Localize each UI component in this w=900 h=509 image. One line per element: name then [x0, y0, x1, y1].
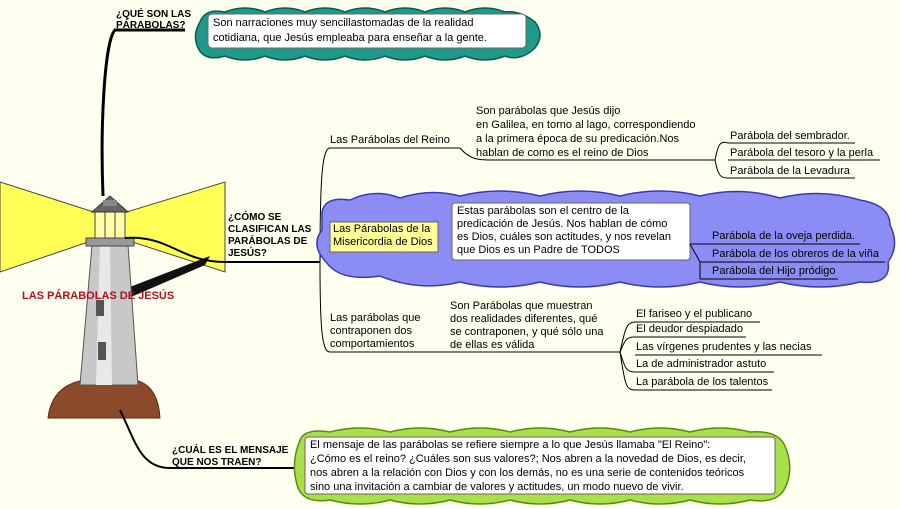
misericordia-item-2: Parábola de los obreros de la viña: [712, 248, 879, 260]
reino-item-1: Parábola del sembrador.: [730, 130, 850, 142]
misericordia-label-line1: Las Párabolas de la: [333, 223, 431, 235]
branch1-answer-line1: Son narraciones muy sencillastomadas de la realidad: [213, 17, 474, 29]
misericordia-label-line2: Misericordia de Dios: [333, 236, 433, 248]
contraponen-item-3: Las vírgenes prudentes y las necias: [636, 341, 812, 353]
contraponen-desc-line4: de ellas es válida: [450, 339, 535, 351]
contraponen-item-1: El fariseo y el publicano: [636, 308, 753, 320]
contraponen-desc-line3: se contraponen, y qué sólo una: [450, 326, 604, 338]
reino-desc-line4: hablan de como es el reino de Dios: [476, 147, 649, 159]
reino-item-2: Parábola del tesoro y la perla: [730, 147, 874, 159]
light-beam-left: [0, 182, 100, 272]
contraponen-item-2: El deudor despiadado: [636, 323, 744, 335]
misericordia-item-1: Parábola de la oveja perdida.: [712, 230, 856, 242]
branch3-answer-line4: sino una invitación a cambiar de valores y actitudes, un modo nuevo de vivir.: [310, 481, 684, 493]
misericordia-item-3: Parábola del Hijo pródigo: [712, 265, 836, 277]
lighthouse-gallery: [86, 238, 134, 246]
misericordia-desc-line1: Estas parábolas son el centro de la: [457, 205, 629, 217]
branch3-answer-line3: nos abren a la relación con Dios y con los demás, no es una serie de contenidos teóricos: [310, 467, 745, 479]
reino-desc-line2: en Galilea, en torno al lago, correspondiendo: [476, 119, 696, 131]
contraponen-label-line2: contraponen dos: [330, 325, 412, 337]
branch3-question-line1: ¿CUÁL ES EL MENSAJE: [172, 445, 289, 456]
contraponen-desc-line1: Son Parábolas que muestran: [450, 300, 593, 312]
branch2-question-line4: JESÚS?: [228, 248, 267, 259]
reino-desc-line3: a la primera época de su predicación.Nos: [476, 133, 680, 145]
branch2-question-line3: PARÁBOLAS DE: [228, 236, 308, 247]
branch1-answer-line2: cotidiana, que Jesús empleaba para enseñar a la gente.: [213, 32, 487, 44]
reino-item-3: Parábola de la Levadura: [730, 165, 850, 177]
connector-branch1: [102, 30, 185, 196]
lighthouse-rock: [48, 380, 160, 418]
branch3-question-line2: QUE NOS TRAEN?: [172, 457, 262, 468]
lighthouse-lantern: [95, 212, 125, 238]
reino-desc-line1: Son parábolas que Jesús dijo: [476, 105, 621, 117]
branch1-question-line1: ¿QUÉ SON LAS: [116, 9, 192, 20]
contraponen-label-line3: comportamientos: [330, 338, 415, 350]
misericordia-desc-line4: que Dios es un Padre de TODOS: [457, 244, 620, 256]
branch3-answer-line2: ¿Cómo es el reino? ¿Cuáles son sus valores?; Nos abren a la novedad de Dios, es decir,: [310, 453, 746, 465]
reino-label: Las Parábolas del Reino: [330, 134, 450, 146]
contraponen-desc-line2: dos realidades diferentes, qué: [450, 313, 598, 325]
contraponen-item-4: La de administrador astuto: [636, 358, 767, 370]
misericordia-desc-line2: predicación de Jesús. Nos hablan de cómo: [457, 218, 668, 230]
contraponen-label-line1: Las parábolas que: [330, 312, 421, 324]
branch2-question-line2: CLASIFICAN LAS: [228, 224, 312, 235]
branch1-question-line2: PÁRABOLAS?: [116, 20, 186, 31]
branch3-answer-line1: El mensaje de las parábolas se refiere siempre a lo que Jesús llamaba "El Reino":: [310, 439, 711, 451]
light-beam-right: [120, 182, 225, 272]
contraponen-item-5: La parábola de los talentos: [636, 376, 769, 388]
branch2-question-line1: ¿CÓMO SE: [228, 212, 282, 223]
central-title: LAS PÁRABOLAS DE JESÚS: [22, 290, 175, 302]
misericordia-desc-line3: es Dios, cuáles son actitudes, y nos revelan: [457, 231, 672, 243]
